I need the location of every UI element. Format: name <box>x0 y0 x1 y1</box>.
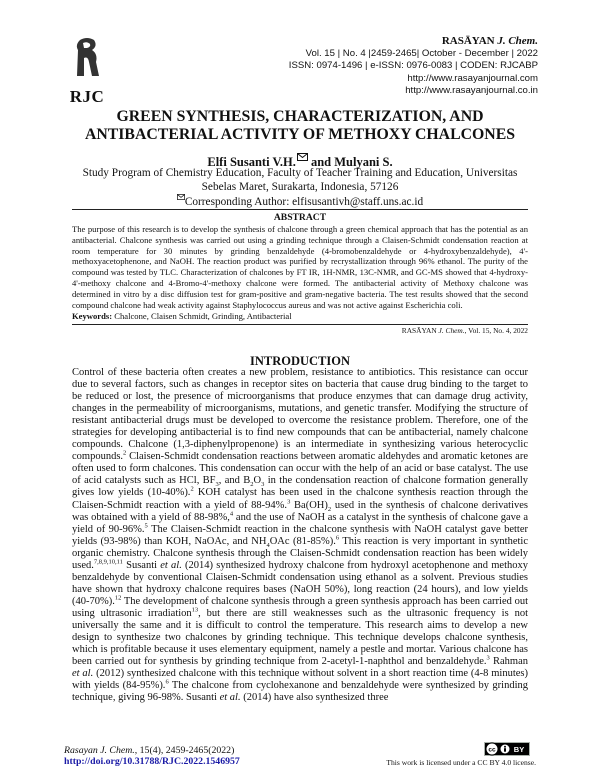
cc-label: cc <box>488 746 496 754</box>
doi-link[interactable]: http://doi.org/10.31788/RJC.2022.1546957 <box>64 756 240 768</box>
citation: Rasayan J. Chem., 15(4), 2459-2465(2022) <box>64 745 235 756</box>
cc-by-license-icon[interactable] <box>484 742 530 756</box>
email-icon <box>177 194 185 200</box>
journal-header <box>289 35 538 98</box>
journal-name: RASĀYAN J. Chem. <box>441 35 538 47</box>
corresponding-author: Corresponding Author: elfisusantivh@staff.uns.ac.id <box>60 194 540 210</box>
email-icon <box>297 153 308 161</box>
affiliation-line-2: Sebelas Maret, Surakarta, Indonesia, 57126 <box>201 180 399 193</box>
abstract-heading: ABSTRACT <box>273 212 327 223</box>
journal-url-2[interactable]: http://www.rasayanjournal.co.in <box>405 85 538 97</box>
article-title: GREEN SYNTHESIS, CHARACTERIZATION, AND ANTIBACTERIAL ACTIVITY OF METHOXY CHALCONES <box>84 108 516 143</box>
abstract-footer: RASĀYAN J. Chem., Vol. 15, No. 4, 2022 <box>72 324 528 335</box>
license-text: This work is licensed under a CC BY 4.0 license. <box>386 758 536 767</box>
introduction-text: Control of these bacteria often creates a new problem, resistance to antibiotics. This resistance can occur due to several factors, such as changes in receptor sites on bacteria that cause drug binding to the target to be reduced or lost, the presence of microorganisms that produce enzymes that can damage drug activity, changes in the permeability of microorganisms, mutations, and genetic transfer. Modifying the structure of resistant antibacterial drugs must be developed to overcome the resistance problem. Therefore, one of the strategies for developing antibacterial is to find new compounds that can be antibacterial, namely chalcone compounds. Chalcone (1,3-diphenylpropenone) is an intermediate in synthesizing various heterocyclic compounds.$^2$ Claisen-Schmidt condensation reactions between aromatic aldehydes and aromatic ketones are often used to form chalcones. This condensation can occur with the help of an acid or base catalyst. The use of acid catalysts such as HCl, $BF_3$, and $B_2O_3$ in the condensation reaction of chalcone formation generally gives low yields (10-40%).$^2$ KOH catalyst has been used in the chalcone synthesis reaction through the Claisen-Schmidt reaction with a yield of 88-94%.$^3$ $Ba(OH)_2$ used in the synthesis of chalcone derivatives was obtained with a yield of 88-98%,$^4$ and the use of NaOH as a catalyst in the synthesis of chalcone gave a yield of 90-96%.$^5$ The Claisen-Schmidt reaction in the chalcone synthesis with NaOH catalyst gave better yields (93-98%) than KOH, NaOAc, and $NH_4OAc$ (81-85%).$^6$ This reaction is very important in synthetic organic chemistry. Chalcone synthesis through the Claisen-Schmidt condensation reaction has been widely used.$^{7,8,9,10,11}$ Susanti et al. (2014) synthesized hydroxy chalcone from hydroxyl acetophenone and methoxy benzaldehyde by conventional Claisen-Schmidt condensation using ethanol as a solvent. Previous studies have shown that hydroxy chalcone requires bases (NaOH 50%), long reaction (24 hours), and low yields (40-70%).$^{12}$ The development of chalcone synthesis through a green synthesis approach has been carried out using ultrasonic irradiation$^{13}$, but there are still weaknesses such as the ultrasonic frequency is not universally the same and it is difficult to control the temperature. This research aims to develop a new design to synthesize two chalcones by grinding technique. This technique develops chalcone synthesis, which is profitable because it uses elementary equipment, namely a pestle and mortar. Various chalcone has been carried out for synthesis by grinding technique from 2-acetyl-1-naphthol and benzaldehyde.$^3$ Rahman et al. (2012) synthesized chalcone with this technique without solvent in a short reaction time (4-8 minutes) with yields (84-95%).$^6$ The chalcone from cyclohexanone and benzaldehyde were synthesized by grinding technique, giving 96-98%. Susanti et al. (2014) have also synthesized three <box>72 367 529 704</box>
journal-url-1[interactable]: http://www.rasayanjournal.com <box>407 72 538 84</box>
affiliation-line-1: Study Program of Chemistry Education, Faculty of Teacher Training and Education, Universitas <box>82 167 518 179</box>
volume-line: Vol. 15 | No. 4 |2459-2465| October - December | 2022 <box>305 47 538 59</box>
author-separator: and <box>307 155 335 169</box>
by-label: BY <box>513 745 525 754</box>
abstract-section <box>72 209 528 335</box>
issn-line: ISSN: 0974-1496 | e-ISSN: 0976-0083 | CODEN: RJCABP <box>288 60 538 72</box>
journal-emblem-icon <box>72 36 102 80</box>
keywords: Keywords: Chalcone, Claisen Schmidt, Grinding, Antibacterial <box>72 311 292 322</box>
author-1: Elfi Susanti V.H. <box>207 155 296 169</box>
logo-text: RJC <box>69 87 105 106</box>
journal-logo <box>62 36 112 107</box>
introduction-heading: INTRODUCTION <box>249 354 350 368</box>
affiliation <box>60 167 540 210</box>
abstract-text: The purpose of this research is to develop the synthesis of chalcone through a green chemical approach that has the potential as an antibacterial. Chalcone synthesis was carried out using a grinding technique through a Claisen-Schmidt condensation reaction at room temperature for 30 minutes by grinding benzaldehyde (4-bromobenzaldehyde or 4-hydroxybenzaldehyde), 4'-methoxyacetophenone, and NaOH. The reaction product was purified by recrystallization through 96% ethanol. The purity of the compound was tested by TLC. Characterization of chalcones by FT IR, 1H-NMR, 13C-NMR, and GC-MS showed that 4-hydroxy-4'-methoxy chalcone and 4-Bromo-4'-methoxy chalcone were formed. The antibacterial activity of Methoxy chalcone was determined in vitro by a disc diffusion test for gram-positive and gram-negative bacteria. The test results showed that the second compound chalcone had weak activity against Staphylococcus aureus and was not active against Escherichia coli. <box>72 224 528 310</box>
author-2: Mulyani S. <box>334 155 393 169</box>
